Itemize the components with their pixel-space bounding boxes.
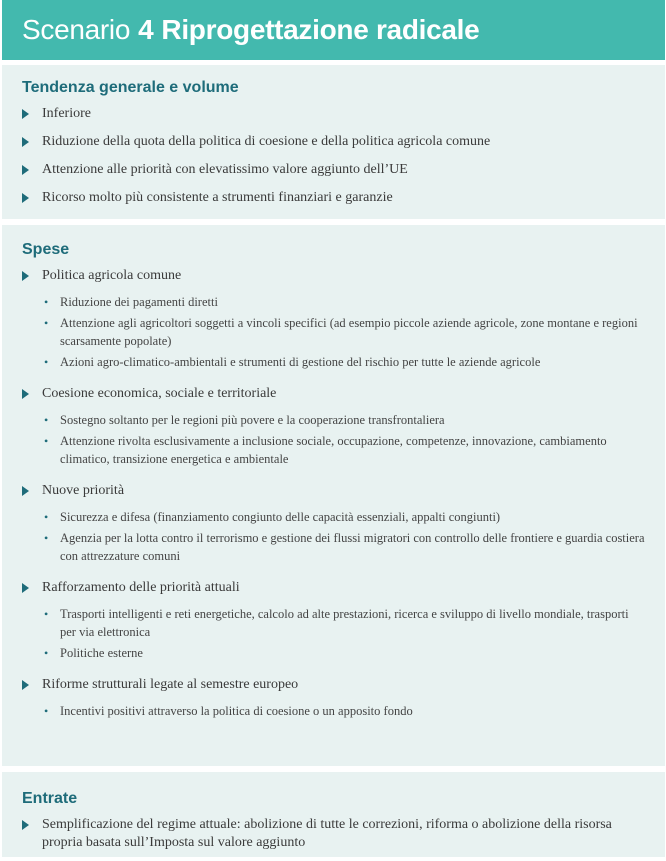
dot-bullet-icon: •	[44, 434, 49, 448]
list-item	[22, 105, 647, 123]
arrow-bullet-icon	[22, 109, 29, 119]
arrow-bullet-icon	[22, 271, 29, 281]
sub-item-text: Sicurezza e difesa (finanziamento congiunto delle capacità essenziali, appalti congiunti)	[60, 510, 501, 524]
sub-item	[42, 605, 647, 641]
sub-item-text: Trasporti intelligenti e reti energetiche, calcolo ad alte prestazioni, ricerca e sviluppo di livello mondiale, trasporti per via elettronica	[60, 607, 629, 639]
arrow-bullet-icon	[22, 193, 29, 203]
list-item	[22, 133, 647, 151]
sub-item-text: Politiche esterne	[60, 646, 143, 660]
sub-item	[42, 411, 647, 429]
item-label: Politica agricola comune	[42, 268, 182, 283]
sub-list	[42, 411, 647, 468]
section-spending	[2, 225, 665, 766]
sub-item	[42, 644, 647, 662]
list-item	[22, 267, 647, 371]
list-item	[22, 816, 647, 852]
sub-list	[42, 293, 647, 371]
sub-item	[42, 432, 647, 468]
arrow-bullet-icon	[22, 820, 29, 830]
item-label: Coesione economica, sociale e territoriale	[42, 386, 277, 401]
section-title: Spese	[22, 241, 70, 258]
item-label: Rafforzamento delle priorità attuali	[42, 580, 240, 595]
dot-bullet-icon: •	[44, 531, 49, 545]
scenario-word: Scenario	[22, 14, 131, 45]
sub-item	[42, 529, 647, 565]
item-label: Nuove priorità	[42, 483, 125, 498]
sub-item-text: Azioni agro-climatico-ambientali e strumenti di gestione del rischio per tutte le aziende agricole	[60, 355, 541, 369]
bullet-list	[22, 267, 647, 720]
dot-bullet-icon: •	[44, 413, 49, 427]
list-item	[22, 579, 647, 662]
item-label: Semplificazione del regime attuale: abolizione di tutte le correzioni, riforma o abolizione della risorsa propria basata sull’Imposta sul valore aggiunto	[42, 817, 612, 850]
scenario-header	[2, 0, 665, 60]
list-item	[22, 482, 647, 565]
sub-item	[42, 508, 647, 526]
arrow-bullet-icon	[22, 165, 29, 175]
list-item	[22, 189, 647, 207]
section-trend	[2, 65, 665, 219]
arrow-bullet-icon	[22, 486, 29, 496]
sub-item-text: Incentivi positivi attraverso la politica di coesione o un apposito fondo	[60, 704, 413, 718]
item-label: Riforme strutturali legate al semestre europeo	[42, 677, 299, 692]
sub-item	[42, 353, 647, 371]
dot-bullet-icon: •	[44, 316, 49, 330]
sub-item-text: Agenzia per la lotta contro il terrorismo e gestione dei flussi migratori con controllo delle frontiere e guardia costiera con attrezzature comuni	[60, 531, 645, 563]
item-label: Riduzione della quota della politica di coesione e della politica agricola comune	[42, 134, 491, 149]
list-item	[22, 676, 647, 720]
dot-bullet-icon: •	[44, 510, 49, 524]
item-label: Attenzione alle priorità con elevatissimo valore aggiunto dell’UE	[42, 162, 408, 177]
item-label: Inferiore	[42, 106, 91, 121]
scenario-number: 4	[138, 14, 154, 45]
sub-item	[42, 702, 647, 720]
sub-item	[42, 293, 647, 311]
dot-bullet-icon: •	[44, 646, 49, 660]
dot-bullet-icon: •	[44, 295, 49, 309]
sub-item-text: Sostegno soltanto per le regioni più povere e la cooperazione transfrontaliera	[60, 413, 445, 427]
sub-item	[42, 314, 647, 350]
sub-item-text: Attenzione rivolta esclusivamente a inclusione sociale, occupazione, competenze, innovazione, cambiamento climatico, transizione energetica e ambientale	[60, 434, 607, 466]
sub-item-text: Riduzione dei pagamenti diretti	[60, 295, 218, 309]
dot-bullet-icon: •	[44, 607, 49, 621]
dot-bullet-icon: •	[44, 704, 49, 718]
arrow-bullet-icon	[22, 680, 29, 690]
list-item	[22, 161, 647, 179]
sub-item-text: Attenzione agli agricoltori soggetti a vincoli specifici (ad esempio piccole aziende agricole, zone montane e regioni scarsamente popolate)	[60, 316, 638, 348]
item-label: Ricorso molto più consistente a strumenti finanziari e garanzie	[42, 190, 393, 205]
section-revenue	[2, 772, 665, 857]
arrow-bullet-icon	[22, 583, 29, 593]
bullet-list	[22, 816, 647, 852]
arrow-bullet-icon	[22, 137, 29, 147]
arrow-bullet-icon	[22, 389, 29, 399]
list-item	[22, 385, 647, 468]
sub-list	[42, 508, 647, 565]
section-title: Entrate	[22, 790, 78, 807]
scenario-title: Riprogettazione radicale	[161, 14, 480, 45]
sub-list	[42, 702, 647, 720]
bullet-list	[22, 105, 647, 207]
sub-list	[42, 605, 647, 662]
section-title: Tendenza generale e volume	[22, 79, 239, 96]
dot-bullet-icon: •	[44, 355, 49, 369]
